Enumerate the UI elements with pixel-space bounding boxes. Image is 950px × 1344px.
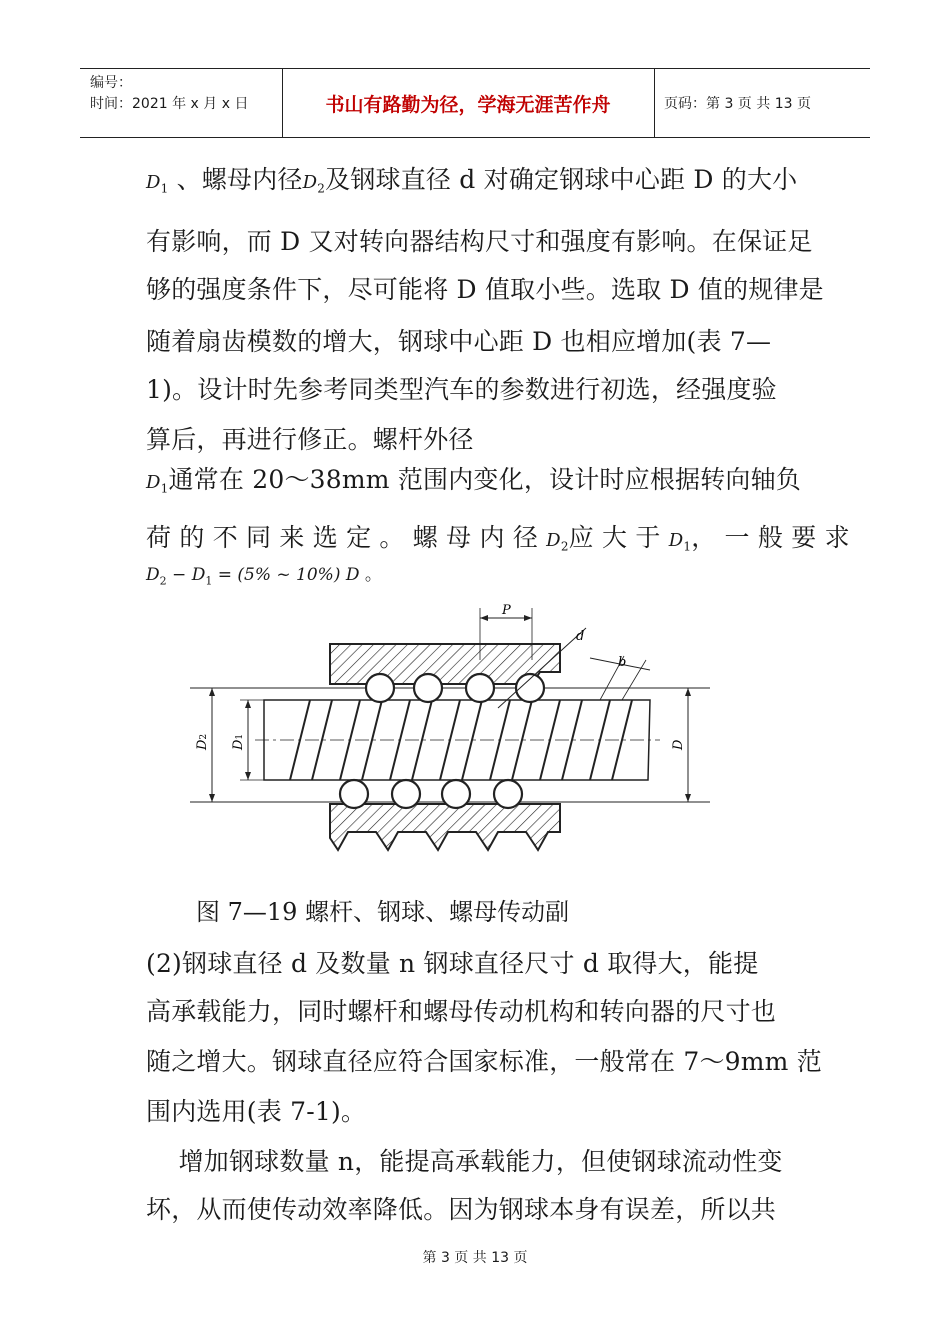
text-line: 1)。设计时先参考同类型汽车的参数进行初选，经强度验 [146, 375, 777, 404]
text-line: 围内选用(表 7-1)。 [146, 1097, 367, 1126]
symbol-d2: $D_2$ [546, 530, 569, 554]
header-page-info: 页码：第 3 页 共 13 页 [664, 96, 811, 112]
symbol-d2: $D_2$ [302, 172, 326, 196]
text-line: (2)钢球直径 d 及数量 n 钢球直径尺寸 d 取得大，能提 [146, 949, 759, 978]
label-d-center: D [671, 739, 686, 750]
figure-caption: 图 7—19 螺杆、钢球、螺母传动副 [196, 898, 570, 926]
text-line: 随着扇齿模数的增大，钢球中心距 D 也相应增加(表 7— [146, 327, 772, 356]
time-label: 时间：2021 年 x 月 x 日 [90, 96, 249, 112]
header-divider [654, 69, 655, 137]
label-d: d [576, 629, 585, 644]
symbol-d1: $D_1$ [146, 172, 169, 196]
number-label: 编号： [90, 75, 132, 91]
text-line: 增加钢球数量 n，能提高承载能力，但使钢球流动性变 [146, 1147, 783, 1176]
text-line: 随之增大。钢球直径应符合国家标准，一般常在 7～9mm 范 [146, 1047, 822, 1076]
label-p: P [502, 603, 511, 618]
label-d1: D1 [231, 733, 246, 750]
formula: $D_2 - D_1 = (5\%$ ~ 10%) D 。 [146, 565, 382, 588]
text-line: $D_1$ 、螺母内径$D_2$及钢球直径 d 对确定钢球中心距 D 的大小 [146, 165, 798, 196]
text-line: 够的强度条件下，尽可能将 D 值取小些。选取 D 值的规律是 [146, 275, 824, 304]
header-motto: 书山有路勤为径，学海无涯苦作舟 [325, 93, 611, 116]
text-line: 有影响，而 D 又对转向器结构尺寸和强度有影响。在保证足 [146, 227, 813, 256]
text-line: $D_1$通常在 20～38mm 范围内变化，设计时应根据转向轴负 [146, 465, 802, 496]
page-header [80, 68, 870, 138]
page-footer: 第 3 页 共 13 页 [422, 1250, 528, 1266]
label-d2: D2 [195, 733, 210, 750]
label-b: b [618, 655, 627, 670]
text-line: 坏，从而使传动效率降低。因为钢球本身有误差，所以共 [146, 1195, 777, 1224]
symbol-d1: $D_1$ [668, 530, 692, 554]
text-line: 高承载能力，同时螺杆和螺母传动机构和转向器的尺寸也 [146, 997, 777, 1026]
text-line: 算后，再进行修正。螺杆外径 [146, 425, 474, 454]
ball-screw-diagram [180, 600, 720, 880]
symbol-d1: $D_1$ [146, 472, 169, 496]
header-meta [90, 73, 248, 115]
text-line: 荷 的 不 同 来 选 定 。 螺 母 内 径 $D_2$应 大 于 $D_1$， 一 般 要 求 [146, 523, 850, 554]
